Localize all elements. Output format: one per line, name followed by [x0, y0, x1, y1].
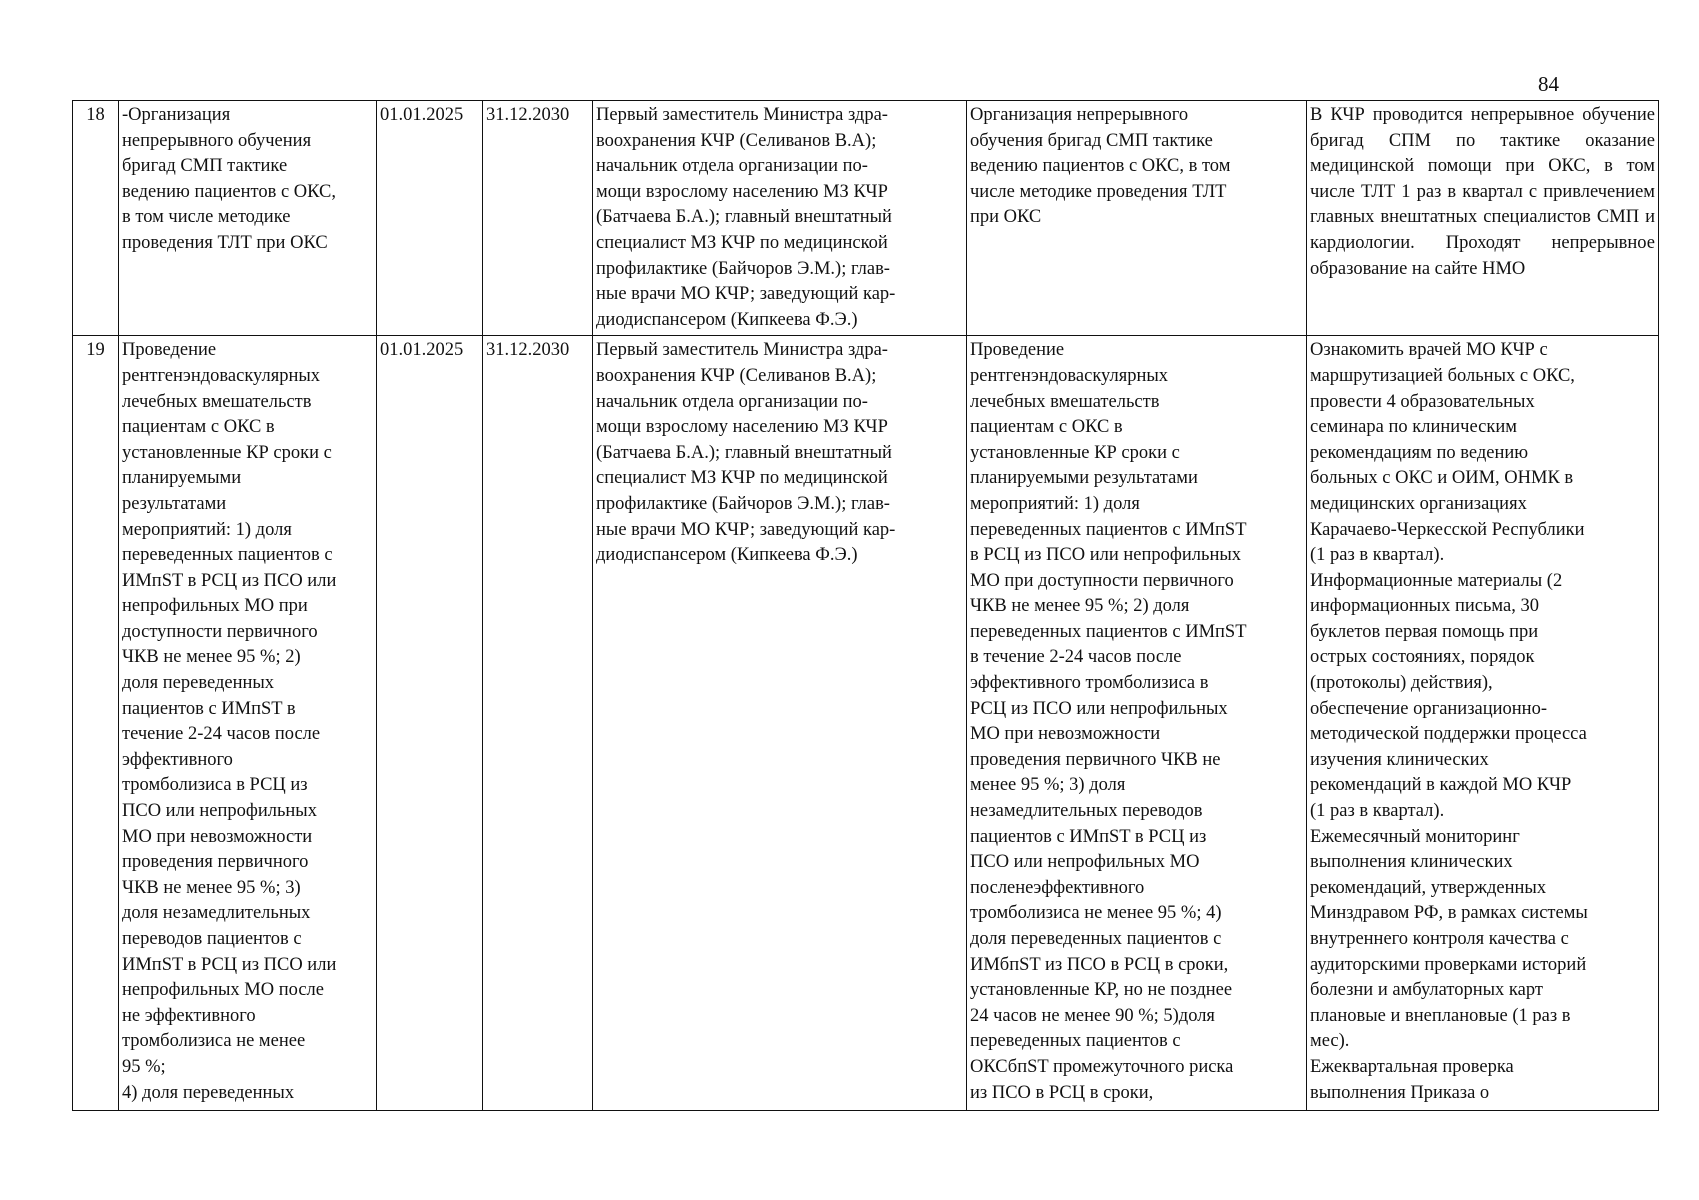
event-cell	[119, 336, 377, 1111]
result-cell	[967, 101, 1307, 336]
start-date-cell: 01.01.2025	[377, 101, 483, 336]
result-text: Организация непрерывного обучения бригад СМП тактике ведению пациентов с ОКС, в том числе методике проведения ТЛТ при ОКС	[970, 105, 1231, 228]
status-text: Ознакомить врачей МО КЧР с маршрутизацией больных с ОКС, провести 4 образовательных семинара по клиническим рекомендациям по ведению больных с ОКС и ОИМ, ОНМК в медицинских организациях Карачаево-Черкесской Республики (1 раз в квартал). Информационные материалы (2 информационных письма, 30 буклетов первая помощь при острых состояниях, порядок (протоколы) действия), обеспечение организационно- методической поддержки процесса изучения клинических рекомендаций в каждой МО КЧР (1 раз в квартал). Ежемесячный мониторинг выполнения клинических рекомендаций, утвержденных Минздравом РФ, в рамках системы внутреннего контроля качества с аудиторскими проверками историй болезни и амбулаторных карт плановые и внеплановые (1 раз в мес). Ежеквартальная проверка выполнения Приказа о	[1310, 340, 1588, 1103]
end-date-cell: 31.12.2030	[483, 101, 593, 336]
event-text: -Организация непрерывного обучения бригад СМП тактике ведению пациентов с ОКС, в том числе методике проведения ТЛТ при ОКС	[122, 105, 336, 253]
event-cell	[119, 101, 377, 336]
table-row	[73, 336, 1659, 1111]
status-cell	[1307, 336, 1659, 1111]
page-number: 84	[1538, 72, 1559, 96]
measures-table	[72, 100, 1659, 1111]
row-number: 18	[73, 101, 119, 336]
status-text: В КЧР проводится непрерывное обучение бригад СПМ по тактике оказание медицинской помощи при ОКС, в том числе ТЛТ 1 раз в квартал с привлечением главных внештатных специалистов СМП и кардиологии. Проходят непрерывное образование на сайте НМО	[1310, 105, 1655, 279]
responsible-text: Первый заместитель Министра здра- воохранения КЧР (Селиванов В.А); начальник отдела организации по- мощи взрослому населению МЗ КЧР (Батчаева Б.А.); главный внештатный специалист МЗ КЧР по медицинской профилактике (Байчоров Э.М.); глав- ные врачи МО КЧР; заведующий кар- диодиспансером (Кипкеева Ф.Э.)	[596, 105, 896, 330]
responsible-cell	[593, 336, 967, 1111]
result-text: Проведение рентгенэндоваскулярных лечебных вмешательств пациентам с ОКС в установленные КР сроки с планируемыми результатами мероприятий: 1) доля переведенных пациентов с ИМпST в РСЦ из ПСО или непрофильных МО при доступности первичного ЧКВ не менее 95 %; 2) доля переведенных пациентов с ИМпST в течение 2-24 часов после эффективного тромболизиса в РСЦ из ПСО или непрофильных МО при невозможности проведения первичного ЧКВ не менее 95 %; 3) доля незамедлительных переводов пациентов с ИМпST в РСЦ из ПСО или непрофильных МО посленеэффективного тромболизиса не менее 95 %; 4) доля переведенных пациентов с ИМбпST из ПСО в РСЦ в сроки, установленные КР, но не позднее 24 часов не менее 90 %; 5)доля переведенных пациентов с ОКСбпST промежуточного риска из ПСО в РСЦ в сроки,	[970, 340, 1247, 1103]
end-date-cell: 31.12.2030	[483, 336, 593, 1111]
row-number: 19	[73, 336, 119, 1111]
table-row	[73, 101, 1659, 336]
responsible-text: Первый заместитель Министра здра- воохранения КЧР (Селиванов В.А); начальник отдела организации по- мощи взрослому населению МЗ КЧР (Батчаева Б.А.); главный внештатный специалист МЗ КЧР по медицинской профилактике (Байчоров Э.М.); глав- ные врачи МО КЧР; заведующий кар- диодиспансером (Кипкеева Ф.Э.)	[596, 340, 896, 566]
status-cell	[1307, 101, 1659, 336]
responsible-cell	[593, 101, 967, 336]
result-cell	[967, 336, 1307, 1111]
start-date-cell: 01.01.2025	[377, 336, 483, 1111]
event-text: Проведение рентгенэндоваскулярных лечебных вмешательств пациентам с ОКС в установленные КР сроки с планируемыми результатами мероприятий: 1) доля переведенных пациентов с ИМпST в РСЦ из ПСО или непрофильных МО при доступности первичного ЧКВ не менее 95 %; 2) доля переведенных пациентов с ИМпST в течение 2-24 часов после эффективного тромболизиса в РСЦ из ПСО или непрофильных МО при невозможности проведения первичного ЧКВ не менее 95 %; 3) доля незамедлительных переводов пациентов с ИМпST в РСЦ из ПСО или непрофильных МО после не эффективного тромболизиса не менее 95 %; 4) доля переведенных	[122, 340, 337, 1103]
